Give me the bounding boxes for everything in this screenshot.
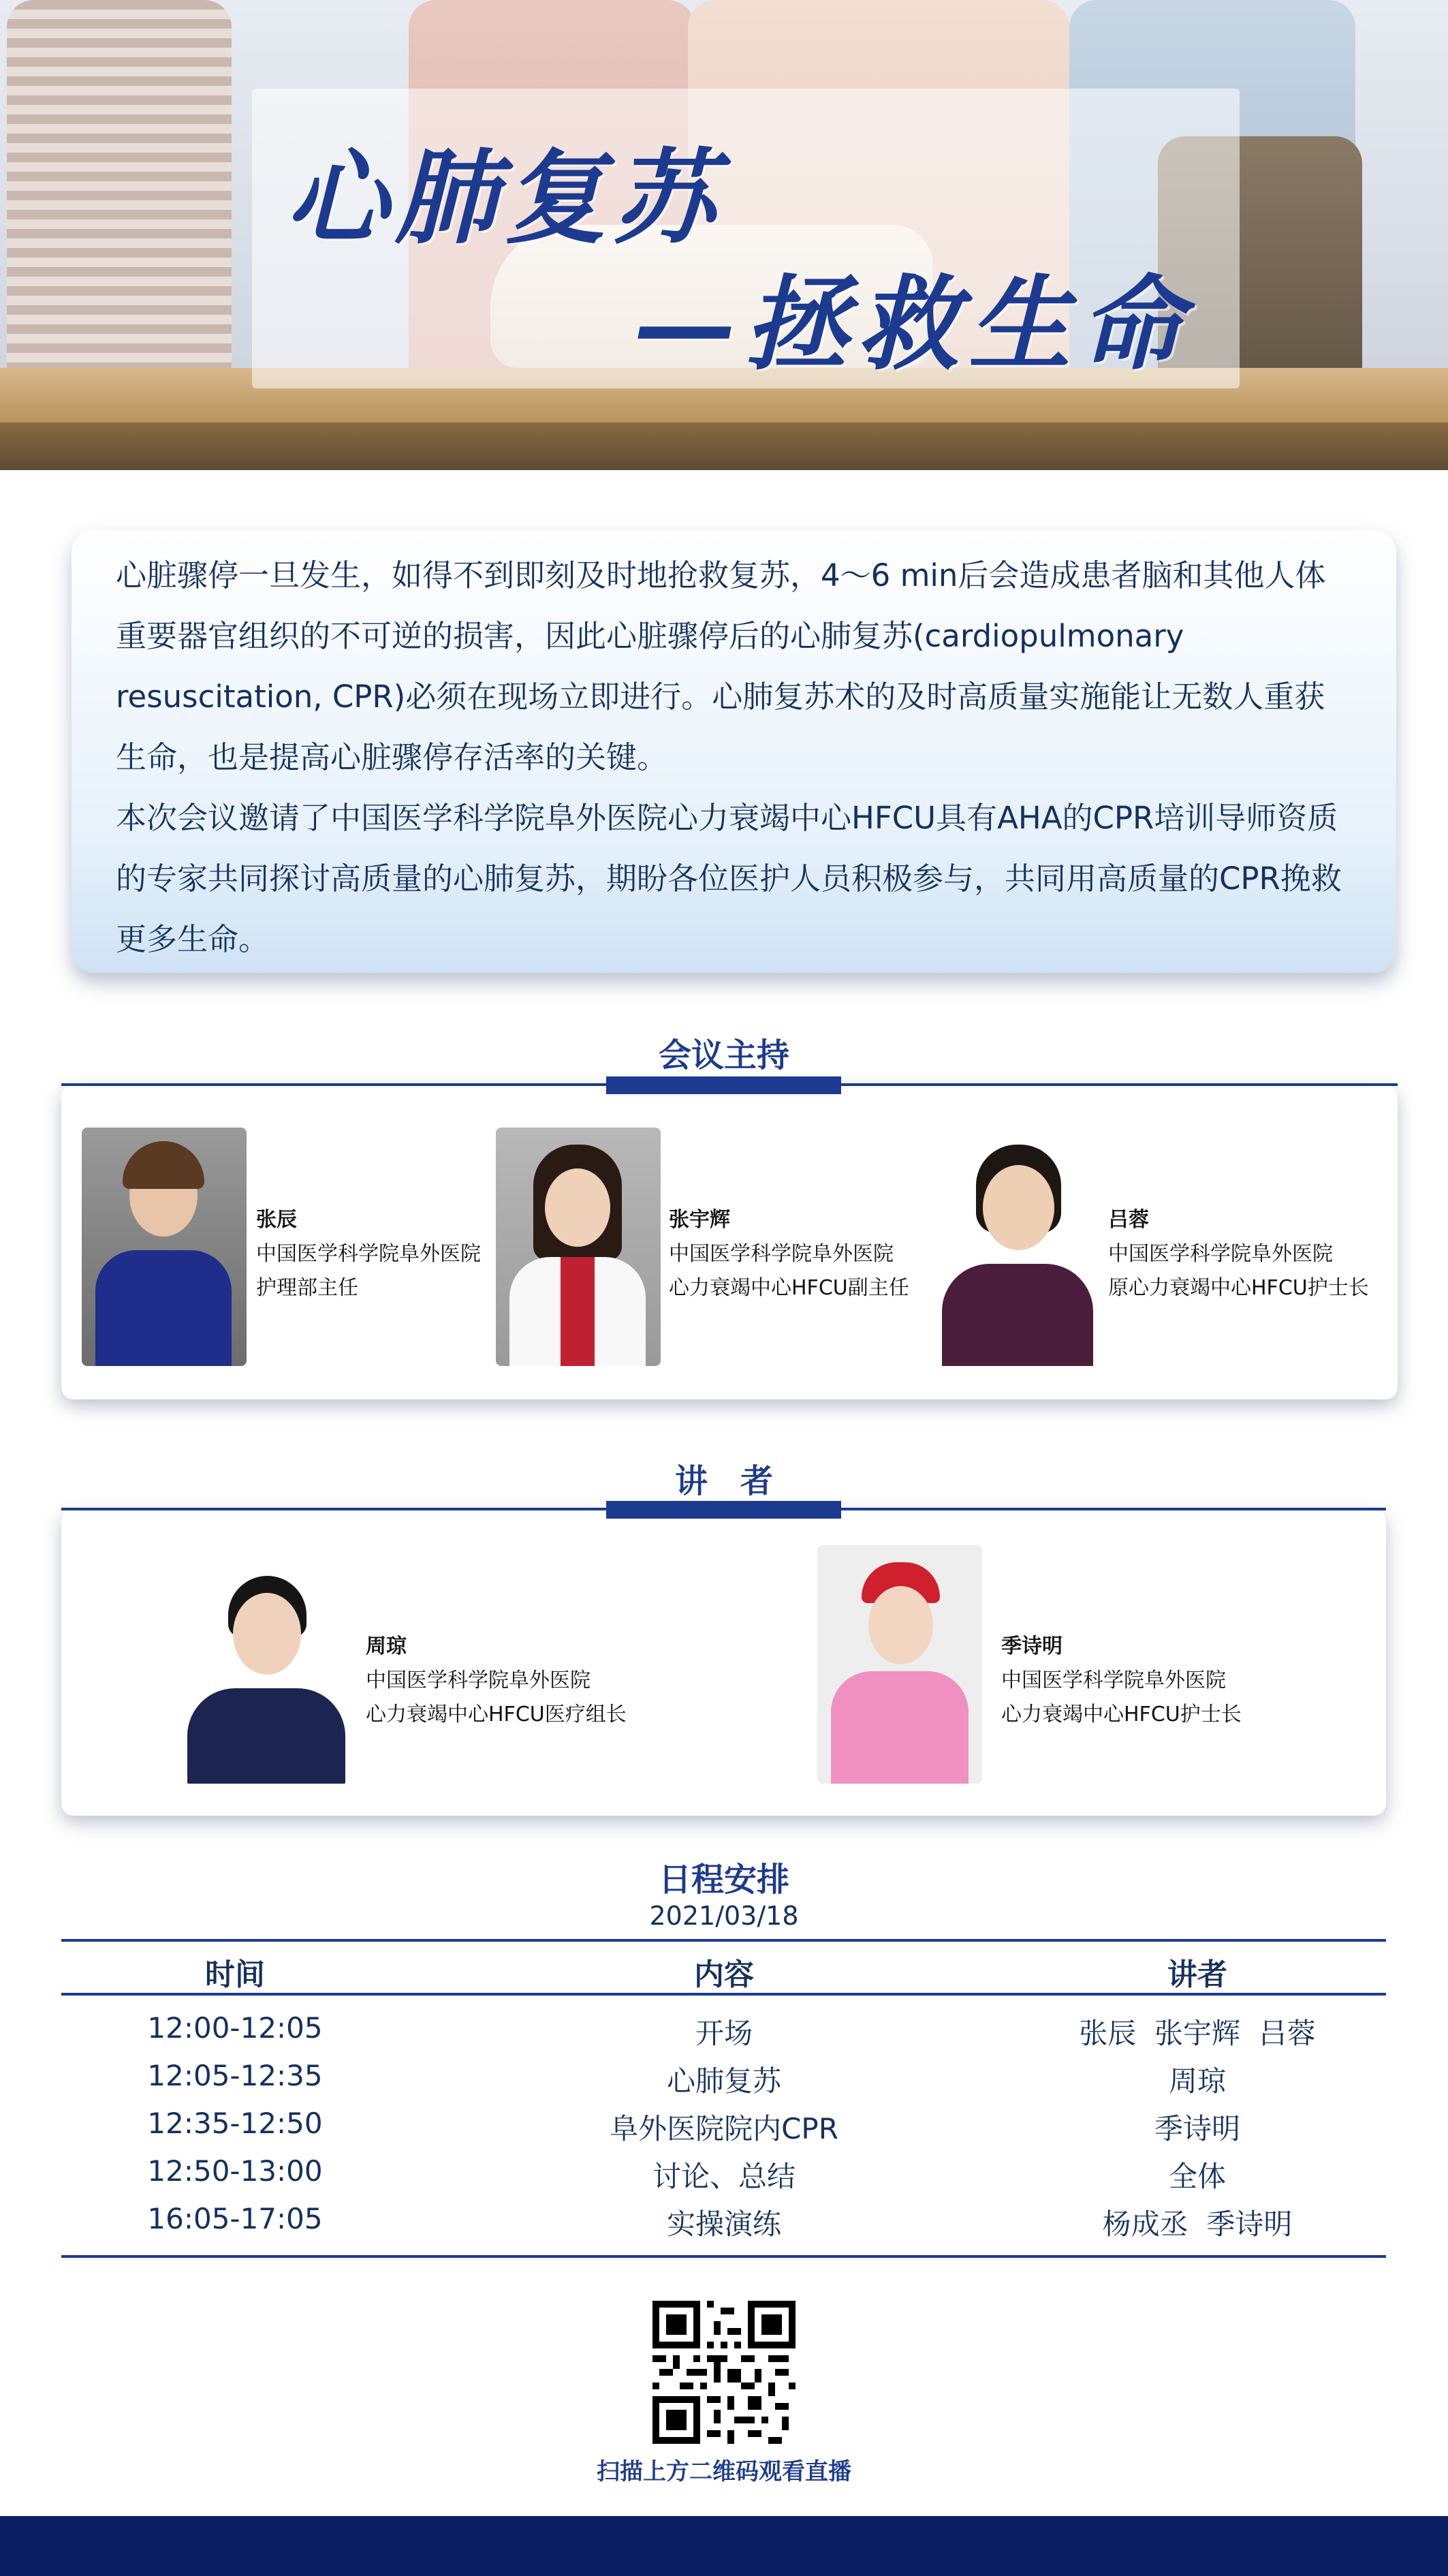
hero-table-front — [0, 422, 1448, 470]
host-photo-3 — [935, 1128, 1100, 1366]
schedule-time: 12:00-12:05 — [147, 2011, 323, 2045]
speaker-org: 中国医学科学院阜外医院 — [366, 1669, 591, 1692]
schedule-top-rule — [61, 1939, 1386, 1942]
schedule-speaker: 张辰 张宇辉 吕蓉 — [1079, 2017, 1316, 2050]
speaker-info-1 — [366, 1630, 627, 1732]
intro-card — [72, 530, 1396, 973]
qr-code-graphic — [652, 2301, 796, 2444]
speaker-name: 周琼 — [366, 1634, 407, 1658]
schedule-content: 开场 — [695, 2017, 753, 2050]
schedule-speaker: 季诗明 — [1154, 2112, 1240, 2145]
host-info-1 — [256, 1203, 481, 1305]
schedule-date: 2021/03/18 — [649, 1901, 799, 1931]
host-name: 吕蓉 — [1108, 1208, 1149, 1232]
speaker-name: 季诗明 — [1001, 1634, 1063, 1658]
intro-paragraph-2: 本次会议邀请了中国医学科学院阜外医院心力衰竭中心HFCU具有AHA的CPR培训导师资质的专家共同探讨高质量的心肺复苏，期盼各位医护人员积极参与，共同用高质量的CPR挽救更多生命。 — [116, 800, 1342, 957]
hosts-divider-tab — [606, 1076, 841, 1094]
schedule-speaker: 全体 — [1168, 2160, 1226, 2193]
host-org: 中国医学科学院阜外医院 — [256, 1242, 481, 1266]
schedule-content: 实操演练 — [666, 2207, 781, 2241]
schedule-header-time: 时间 — [205, 1957, 265, 1992]
schedule-time: 12:05-12:35 — [147, 2059, 323, 2092]
host-info-3 — [1108, 1203, 1369, 1305]
speaker-role: 心力衰竭中心HFCU医疗组长 — [366, 1703, 627, 1726]
schedule-time: 12:35-12:50 — [147, 2107, 323, 2140]
hosts-section-title: 会议主持 — [658, 1036, 789, 1074]
host-org: 中国医学科学院阜外医院 — [1108, 1242, 1333, 1266]
schedule-time: 12:50-13:00 — [147, 2154, 323, 2188]
hero-banner — [0, 0, 1448, 470]
host-role: 原心力衰竭中心HFCU护士长 — [1108, 1276, 1369, 1300]
schedule-speaker: 杨成丞 季诗明 — [1102, 2207, 1293, 2241]
host-name: 张宇辉 — [669, 1208, 730, 1232]
host-name: 张辰 — [256, 1208, 297, 1232]
schedule-time: 16:05-17:05 — [147, 2202, 323, 2235]
speakers-section-title: 讲 者 — [674, 1462, 773, 1500]
schedule-content: 讨论、总结 — [652, 2160, 796, 2193]
speaker-info-2 — [1001, 1630, 1242, 1732]
host-org: 中国医学科学院阜外医院 — [669, 1242, 894, 1266]
hero-person-striped — [7, 0, 232, 382]
speaker-role: 心力衰竭中心HFCU护士长 — [1001, 1703, 1242, 1726]
speaker-photo-1 — [184, 1545, 349, 1784]
intro-paragraph-1: 心脏骤停一旦发生，如得不到即刻及时地抢救复苏，4～6 min后会造成患者脑和其他人体重要器官组织的不可逆的损害，因此心脏骤停后的心肺复苏(cardiopulmonary resuscitation, CPR)必须在现场立即进行。心肺复苏术的及时高质量实施能让无数人重获生命，也是提高心脏骤停存活率的关键。 — [116, 557, 1326, 775]
schedule-speaker: 周琼 — [1168, 2064, 1226, 2098]
host-photo-1 — [82, 1128, 247, 1366]
schedule-content: 心肺复苏 — [666, 2064, 781, 2098]
schedule-header-speaker: 讲者 — [1167, 1957, 1227, 1992]
schedule-bottom-rule — [61, 2255, 1386, 2258]
footer-bar — [0, 2516, 1448, 2576]
schedule-header-content: 内容 — [694, 1957, 754, 1992]
speaker-photo-2 — [817, 1545, 982, 1784]
host-info-2 — [669, 1203, 909, 1305]
host-photo-2 — [496, 1128, 661, 1366]
host-role: 心力衰竭中心HFCU副主任 — [669, 1276, 909, 1300]
hero-title-line2: —拯救生命 — [633, 264, 1193, 384]
schedule-content: 阜外医院院内CPR — [610, 2112, 838, 2145]
speaker-org: 中国医学科学院阜外医院 — [1001, 1669, 1226, 1692]
qr-code[interactable] — [652, 2301, 796, 2444]
speakers-divider-tab — [606, 1501, 841, 1519]
schedule-title: 日程安排 — [658, 1861, 789, 1899]
hero-title-line1: 心肺复苏 — [286, 138, 723, 258]
schedule-header-rule — [61, 1993, 1386, 1996]
host-role: 护理部主任 — [256, 1276, 358, 1300]
qr-caption: 扫描上方二维码观看直播 — [597, 2458, 851, 2485]
